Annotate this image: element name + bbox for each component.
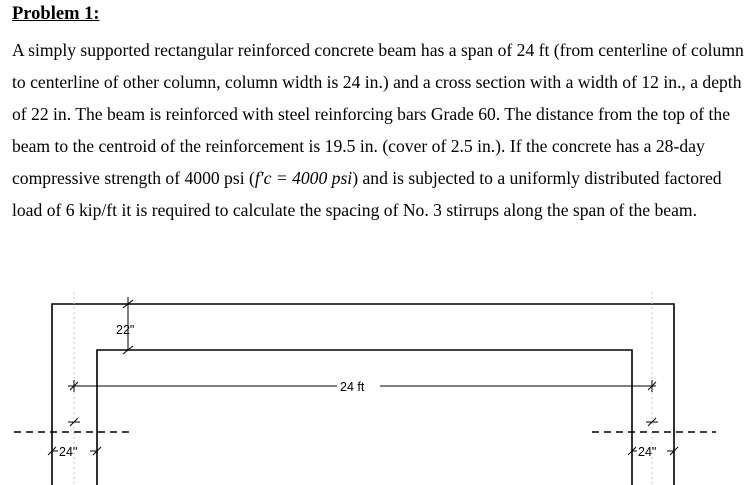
problem-text-part-2: ) and is subjected to a uniformly distributed factored load of 6 kip/ft it is required to calculate the spacing of No. 3 stirrups along the span of the beam. bbox=[12, 168, 722, 220]
span-label: 24 ft bbox=[340, 380, 365, 394]
concrete-strength-expression: f′c = 4000 psi bbox=[254, 168, 353, 188]
problem-statement bbox=[12, 34, 747, 226]
beam-diagram bbox=[0, 285, 756, 485]
beam-depth-label: 22" bbox=[116, 323, 135, 337]
left-column-width-label: 24" bbox=[59, 445, 78, 459]
problem-title: Problem 1: bbox=[12, 4, 100, 24]
beam-outline bbox=[52, 304, 674, 485]
right-column-width-label: 24" bbox=[638, 445, 657, 459]
problem-text-part-1: A simply supported rectangular reinforced concrete beam has a span of 24 ft (from centerline of column to centerline of other column, column width is 24 in.) and a cross section with a width of 12 in., a depth of 22 in. The beam is reinforced with steel reinforcing bars Grade 60. The distance from the top of the beam to the centroid of the reinforcement is 19.5 in. (cover of 2.5 in.). If the concrete has a 28-day compressive strength of 4000 psi ( bbox=[12, 40, 744, 188]
